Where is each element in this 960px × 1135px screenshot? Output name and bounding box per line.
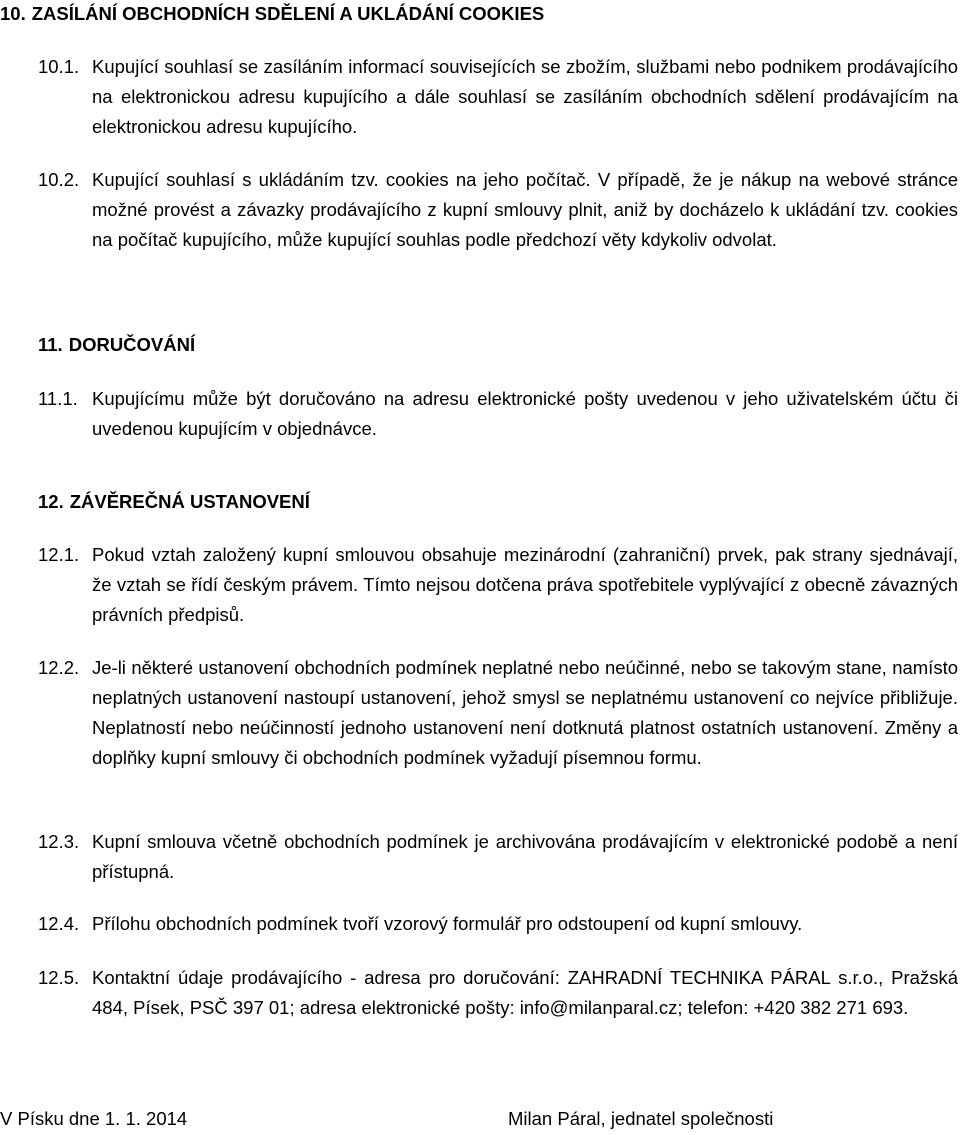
section-heading	[38, 333, 195, 357]
clause-11-1	[38, 384, 958, 444]
clause-text: Kupující souhlasí s ukládáním tzv. cookies na jeho počítač. V případě, že je nákup na webové stránce možné provést a závazky prodávajícího z kupní smlouvy plnit, aniž by docházelo k ukládání tzv. cookies na počítač kupujícího, může kupující souhlas podle předchozí věty kdykoliv odvolat.	[92, 169, 958, 250]
clause-text: Pokud vztah založený kupní smlouvou obsahuje mezinárodní (zahraniční) prvek, pak strany sjednávají, že vztah se řídí českým právem. Tímto nejsou dotčena práva spotřebitele vyplývající z obecně závazných právních předpisů.	[92, 544, 958, 625]
section-heading	[38, 490, 310, 514]
section-title: ZÁVĚREČNÁ USTANOVENÍ	[69, 491, 310, 512]
clause-12-3	[38, 827, 958, 887]
clause-10-1	[38, 52, 958, 142]
section-number: 11.	[38, 334, 63, 355]
clause-number: 12.4.	[38, 913, 80, 934]
clause-number: 12.2.	[38, 657, 80, 678]
clause-number: 12.1.	[38, 544, 80, 565]
clause-text: Kupní smlouva včetně obchodních podmínek je archivována prodávajícím v elektronické podobě a není přístupná.	[92, 831, 958, 882]
section-number: 10.	[0, 3, 26, 24]
clause-number: 10.2.	[38, 169, 80, 190]
signature: Milan Páral, jednatel společnosti	[508, 1108, 774, 1129]
clause-10-2	[38, 165, 958, 255]
clause-number: 10.1.	[38, 56, 80, 77]
clause-number: 11.1.	[38, 388, 78, 409]
clause-12-4	[38, 909, 958, 939]
clause-text: Kupující souhlasí se zasíláním informací souvisejících se zbožím, službami nebo podnikem prodávajícího na elektronickou adresu kupujícího a dále souhlasí se zasíláním obchodních sdělení prodávajícím na elektronickou adresu kupujícího.	[92, 56, 958, 137]
clause-text: Je-li některé ustanovení obchodních podmínek neplatné nebo neúčinné, nebo se takovým stane, namísto neplatných ustanovení nastoupí ustanovení, jehož smysl se neplatnému ustanovení co nejvíce přibližuje. Neplatností nebo neúčinností jednoho ustanovení není dotknutá platnost ostatních ustanovení. Změny a doplňky kupní smlouvy či obchodních podmínek vyžadují písemnou formu.	[92, 657, 958, 768]
section-title: DORUČOVÁNÍ	[68, 334, 196, 355]
clause-text: Kontaktní údaje prodávajícího - adresa pro doručování: ZAHRADNÍ TECHNIKA PÁRAL s.r.o., Pražská 484, Písek, PSČ 397 01; adresa elektronické pošty: info@milanparal.cz; telefon: +420 382 271 693.	[92, 967, 958, 1018]
clause-12-2	[38, 653, 958, 773]
clause-number: 12.3.	[38, 831, 80, 852]
clause-12-1	[38, 540, 958, 630]
place-date: V Písku dne 1. 1. 2014	[0, 1108, 188, 1129]
clause-number: 12.5.	[38, 967, 80, 988]
clause-12-5	[38, 963, 958, 1023]
section-number: 12.	[38, 491, 64, 512]
clause-text: Kupujícímu může být doručováno na adresu elektronické pošty uvedenou v jeho uživatelském účtu či uvedenou kupujícím v objednávce.	[92, 388, 958, 439]
section-title: ZASÍLÁNÍ OBCHODNÍCH SDĚLENÍ A UKLÁDÁNÍ COOKIES	[31, 3, 545, 24]
clause-text: Přílohu obchodních podmínek tvoří vzorový formulář pro odstoupení od kupní smlouvy.	[92, 913, 803, 934]
section-heading	[0, 2, 544, 26]
